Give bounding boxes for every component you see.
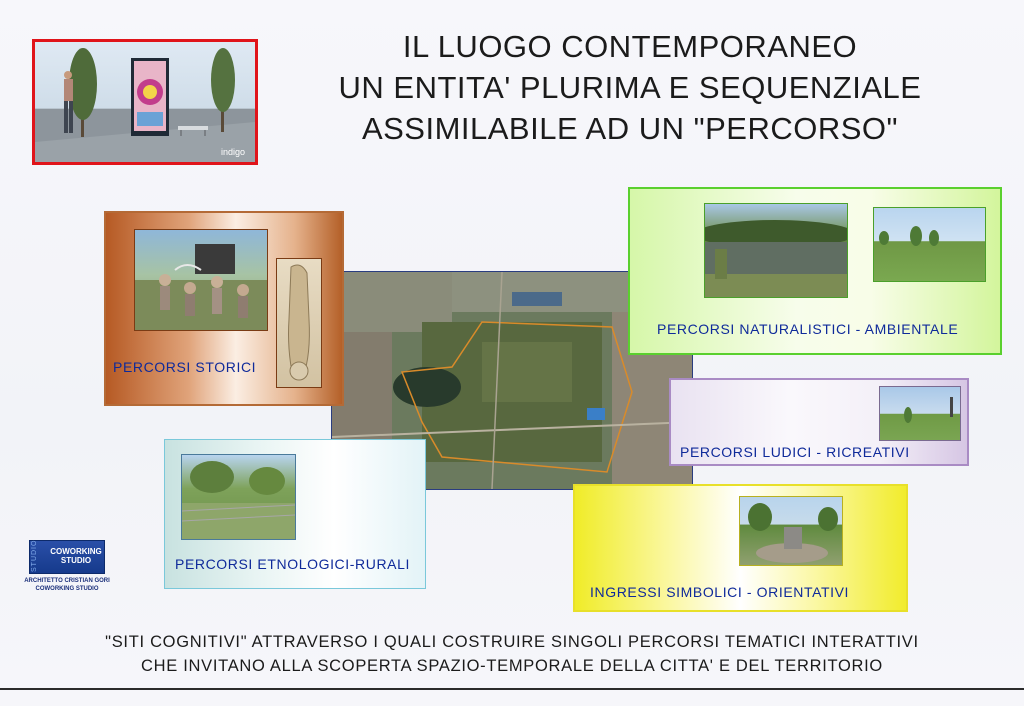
page-title (270, 26, 990, 149)
title-line-3: ASSIMILABILE AD UN "PERCORSO" (361, 111, 899, 146)
playground-field-photo (879, 386, 961, 441)
logo-caption (24, 577, 110, 593)
vegetable-garden-photo (181, 454, 296, 540)
lake-photo (704, 203, 848, 298)
label-percorsi-naturalistici: PERCORSI NATURALISTICI - AMBIENTALE (657, 321, 959, 337)
label-ingressi-simbolici: INGRESSI SIMBOLICI - ORIENTATIVI (590, 584, 850, 600)
footer-text (30, 630, 994, 678)
panel-percorsi-naturalistici (628, 187, 1002, 355)
garden-illustration (182, 455, 295, 539)
entrance-illustration (740, 497, 842, 565)
render-illustration (35, 42, 255, 162)
panel-percorsi-ludici (669, 378, 969, 466)
relief-illustration (277, 259, 321, 387)
bottom-divider (0, 688, 1024, 690)
field-illustration (880, 387, 960, 440)
footer-line-2: CHE INVITANO ALLA SCOPERTA SPAZIO-TEMPORALE DELLA CITTA' E DEL TERRITORIO (141, 657, 883, 675)
label-percorsi-storici: PERCORSI STORICI (113, 359, 257, 375)
footer-line-1: "SITI COGNITIVI" ATTRAVERSO I QUALI COSTRUIRE SINGOLI PERCORSI TEMATICI INTERATTIVI (105, 633, 919, 651)
reenactment-illustration (135, 230, 267, 330)
meadow-illustration (874, 208, 985, 281)
logo-line-2: STUDIO (60, 556, 92, 565)
logo-line-1: COWORKING (50, 547, 102, 556)
logo-caption-1: ARCHITETTO CRISTIAN GORI (24, 578, 110, 584)
label-percorsi-ludici: PERCORSI LUDICI - RICREATIVI (680, 444, 910, 460)
panel-percorsi-etnologici (164, 439, 426, 589)
symbolic-entrance-photo (739, 496, 843, 566)
installation-render-image (32, 39, 258, 165)
ancient-relief-photo (276, 258, 322, 388)
panel-ingressi-simbolici (573, 484, 908, 612)
title-line-2: UN ENTITA' PLURIMA E SEQUENZIALE (338, 70, 922, 105)
logo-caption-2: COWORKING STUDIO (35, 586, 99, 592)
logo-text (50, 547, 102, 565)
label-percorsi-etnologici: PERCORSI ETNOLOGICI-RURALI (175, 556, 410, 572)
meadow-photo (873, 207, 986, 282)
historical-reenactment-photo (134, 229, 268, 331)
render-watermark: indigo (221, 147, 246, 157)
logo-vertical-text: STUDIO (31, 539, 38, 572)
lake-illustration (705, 204, 847, 297)
title-line-1: IL LUOGO CONTEMPORANEO (402, 29, 858, 64)
panel-percorsi-storici (104, 211, 344, 406)
